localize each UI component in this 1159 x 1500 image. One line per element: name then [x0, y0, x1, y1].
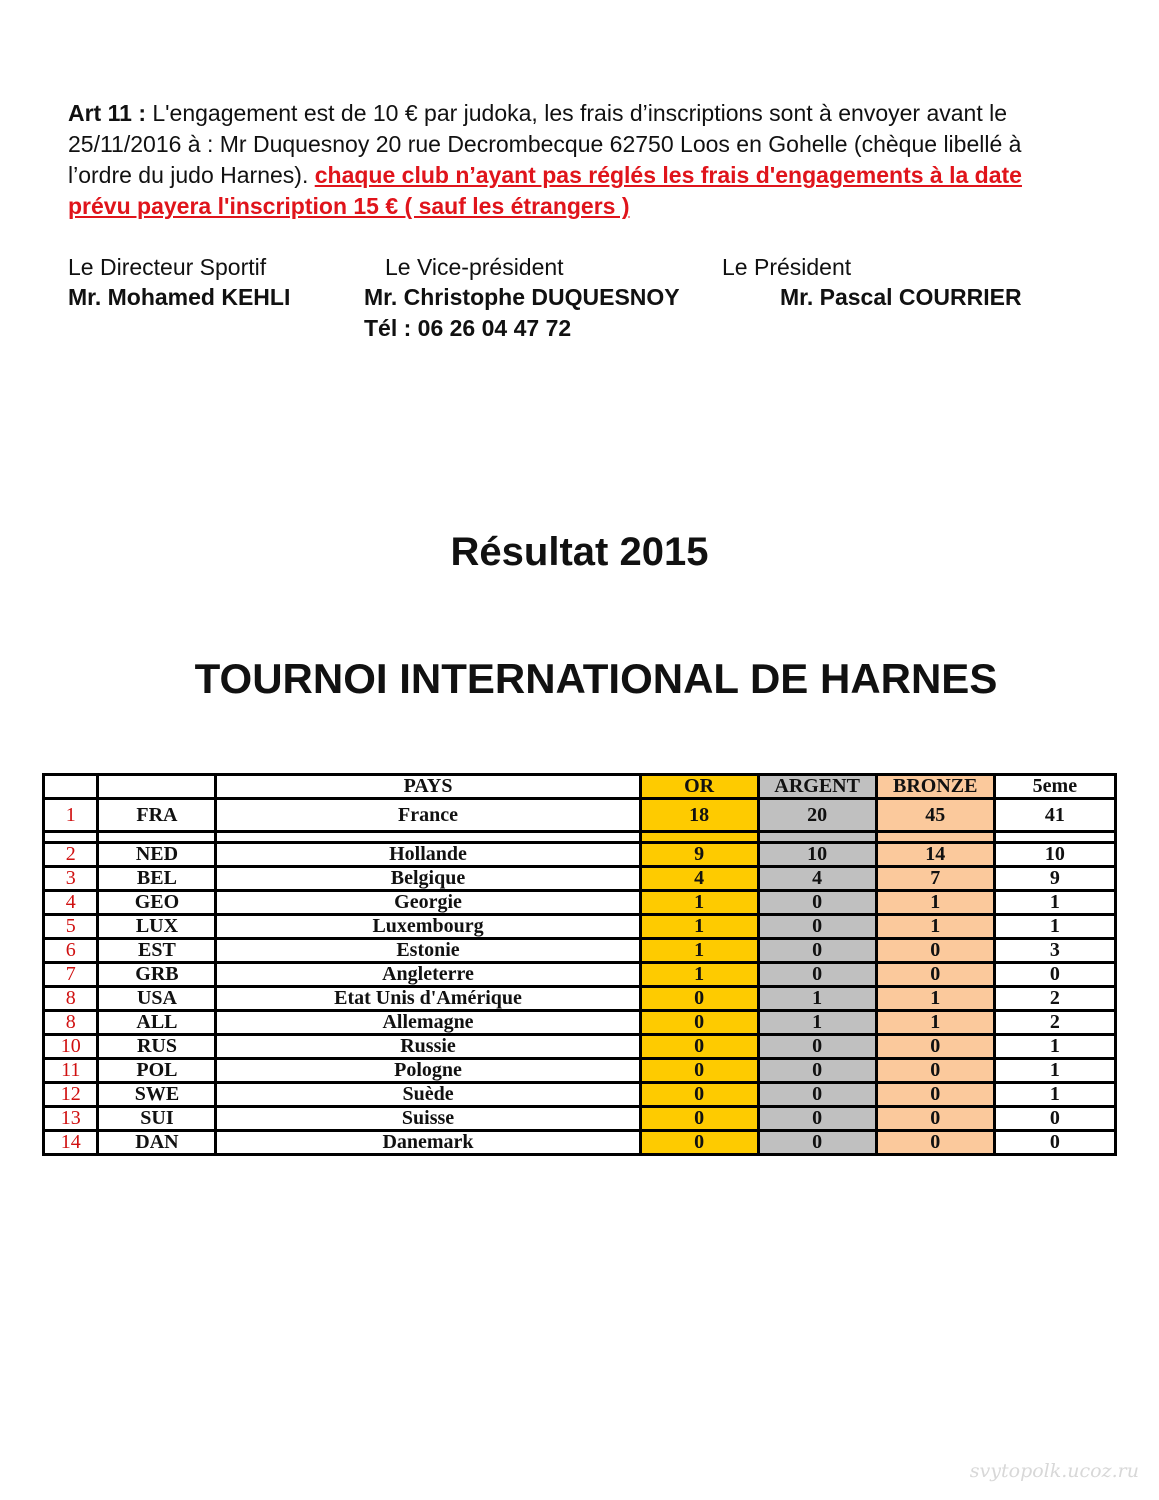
- cell-country: France: [216, 799, 640, 832]
- cell-or: 4: [640, 867, 758, 891]
- cell-or: 9: [640, 843, 758, 867]
- article-text: L'engagement est de 10 € par judoka, les frais d’inscriptions sont à envoyer avant le 25/11/2016 à : Mr Duquesnoy 20 rue Decrombecque 62750 Loos en Gohelle (chèque libellé à l’ordre du judo Harnes).: [68, 100, 1022, 188]
- header-rank: [44, 775, 98, 799]
- cell-argent: 4: [758, 867, 876, 891]
- cell-5eme: 1: [994, 1059, 1115, 1083]
- cell-country: Angleterre: [216, 963, 640, 987]
- cell-or: 0: [640, 1131, 758, 1155]
- cell-country: Etat Unis d'Amérique: [216, 987, 640, 1011]
- cell-rank: 6: [44, 939, 98, 963]
- cell-5eme: 2: [994, 987, 1115, 1011]
- cell-5eme: 3: [994, 939, 1115, 963]
- cell-bronze: 45: [876, 799, 994, 832]
- cell-bronze: 14: [876, 843, 994, 867]
- article-label: Art 11 :: [68, 100, 146, 126]
- cell-or: 0: [640, 987, 758, 1011]
- cell-or: 0: [640, 1107, 758, 1131]
- cell-5eme: 1: [994, 891, 1115, 915]
- cell-5eme: 1: [994, 915, 1115, 939]
- cell-or: 1: [640, 891, 758, 915]
- cell-code: BEL: [98, 867, 216, 891]
- spacer-cell: [994, 832, 1115, 843]
- cell-code: NED: [98, 843, 216, 867]
- cell-or: 18: [640, 799, 758, 832]
- table-row: [44, 1059, 1116, 1083]
- cell-country: Belgique: [216, 867, 640, 891]
- table-row: [44, 939, 1116, 963]
- cell-or: 0: [640, 1011, 758, 1035]
- results-table: [42, 773, 1117, 1156]
- cell-argent: 0: [758, 939, 876, 963]
- table-row: [44, 1107, 1116, 1131]
- cell-rank: 2: [44, 843, 98, 867]
- cell-argent: 0: [758, 915, 876, 939]
- tournament-title: TOURNOI INTERNATIONAL DE HARNES: [194, 655, 998, 702]
- cell-argent: 20: [758, 799, 876, 832]
- cell-argent: 0: [758, 891, 876, 915]
- table-row: [44, 843, 1116, 867]
- cell-bronze: 0: [876, 1059, 994, 1083]
- table-row: [44, 915, 1116, 939]
- cell-or: 1: [640, 963, 758, 987]
- cell-bronze: 1: [876, 1011, 994, 1035]
- spacer-cell: [640, 832, 758, 843]
- cell-5eme: 0: [994, 963, 1115, 987]
- cell-or: 0: [640, 1035, 758, 1059]
- header-5eme: 5eme: [994, 775, 1115, 799]
- name-director: Mr. Mohamed KEHLI: [68, 284, 291, 310]
- cell-argent: 0: [758, 963, 876, 987]
- role-director: Le Directeur Sportif: [68, 254, 267, 280]
- role-president: Le Président: [722, 254, 852, 280]
- spacer-cell: [876, 832, 994, 843]
- table-header-row: [44, 775, 1116, 799]
- cell-country: Luxembourg: [216, 915, 640, 939]
- cell-code: USA: [98, 987, 216, 1011]
- cell-bronze: 0: [876, 1083, 994, 1107]
- cell-country: Russie: [216, 1035, 640, 1059]
- cell-rank: 7: [44, 963, 98, 987]
- cell-code: RUS: [98, 1035, 216, 1059]
- table-row: [44, 891, 1116, 915]
- name-vice-president: Mr. Christophe DUQUESNOY: [364, 284, 680, 310]
- watermark: svytopolk.ucoz.ru: [969, 1460, 1139, 1482]
- cell-code: DAN: [98, 1131, 216, 1155]
- cell-argent: 0: [758, 1059, 876, 1083]
- cell-5eme: 2: [994, 1011, 1115, 1035]
- header-code: [98, 775, 216, 799]
- table-row: [44, 867, 1116, 891]
- cell-code: EST: [98, 939, 216, 963]
- cell-5eme: 10: [994, 843, 1115, 867]
- table-row: [44, 1083, 1116, 1107]
- cell-rank: 1: [44, 799, 98, 832]
- cell-rank: 4: [44, 891, 98, 915]
- cell-rank: 3: [44, 867, 98, 891]
- cell-rank: 12: [44, 1083, 98, 1107]
- table-row: [44, 1035, 1116, 1059]
- cell-or: 1: [640, 915, 758, 939]
- cell-country: Danemark: [216, 1131, 640, 1155]
- cell-argent: 10: [758, 843, 876, 867]
- cell-country: Pologne: [216, 1059, 640, 1083]
- spacer-cell: [98, 832, 216, 843]
- table-row: [44, 799, 1116, 832]
- cell-code: LUX: [98, 915, 216, 939]
- cell-code: GRB: [98, 963, 216, 987]
- cell-country: Suède: [216, 1083, 640, 1107]
- cell-argent: 1: [758, 1011, 876, 1035]
- cell-argent: 0: [758, 1107, 876, 1131]
- cell-bronze: 1: [876, 915, 994, 939]
- spacer-cell: [44, 832, 98, 843]
- spacer-cell: [216, 832, 640, 843]
- vice-president-phone: Tél : 06 26 04 47 72: [364, 315, 572, 341]
- cell-bronze: 0: [876, 963, 994, 987]
- cell-or: 1: [640, 939, 758, 963]
- table-row: [44, 1011, 1116, 1035]
- cell-argent: 0: [758, 1035, 876, 1059]
- cell-code: ALL: [98, 1011, 216, 1035]
- cell-code: POL: [98, 1059, 216, 1083]
- cell-argent: 1: [758, 987, 876, 1011]
- cell-country: Estonie: [216, 939, 640, 963]
- cell-argent: 0: [758, 1131, 876, 1155]
- cell-rank: 10: [44, 1035, 98, 1059]
- cell-bronze: 0: [876, 1131, 994, 1155]
- cell-country: Georgie: [216, 891, 640, 915]
- cell-argent: 0: [758, 1083, 876, 1107]
- cell-rank: 11: [44, 1059, 98, 1083]
- cell-bronze: 1: [876, 987, 994, 1011]
- cell-5eme: 41: [994, 799, 1115, 832]
- spacer-cell: [758, 832, 876, 843]
- header-country: PAYS: [216, 775, 640, 799]
- cell-bronze: 0: [876, 1035, 994, 1059]
- cell-5eme: 9: [994, 867, 1115, 891]
- table-row: [44, 963, 1116, 987]
- cell-rank: 14: [44, 1131, 98, 1155]
- cell-code: SWE: [98, 1083, 216, 1107]
- cell-or: 0: [640, 1083, 758, 1107]
- cell-5eme: 0: [994, 1131, 1115, 1155]
- cell-rank: 8: [44, 987, 98, 1011]
- cell-code: GEO: [98, 891, 216, 915]
- cell-country: Allemagne: [216, 1011, 640, 1035]
- cell-country: Hollande: [216, 843, 640, 867]
- cell-bronze: 7: [876, 867, 994, 891]
- name-president: Mr. Pascal COURRIER: [780, 284, 1022, 310]
- article-warning: chaque club n’ayant pas réglés les frais d'engagements à la date prévu payera l'inscription 15 € ( sauf les étrangers ): [68, 162, 1022, 219]
- role-vice-president: Le Vice-président: [385, 254, 564, 280]
- table-row: [44, 1131, 1116, 1155]
- cell-country: Suisse: [216, 1107, 640, 1131]
- cell-rank: 8: [44, 1011, 98, 1035]
- table-spacer-row: [44, 832, 1116, 843]
- cell-or: 0: [640, 1059, 758, 1083]
- cell-rank: 13: [44, 1107, 98, 1131]
- cell-code: FRA: [98, 799, 216, 832]
- cell-bronze: 0: [876, 1107, 994, 1131]
- cell-code: SUI: [98, 1107, 216, 1131]
- cell-5eme: 1: [994, 1035, 1115, 1059]
- article-11: [68, 98, 1088, 222]
- header-bronze: BRONZE: [876, 775, 994, 799]
- header-argent: ARGENT: [758, 775, 876, 799]
- header-or: OR: [640, 775, 758, 799]
- cell-5eme: 0: [994, 1107, 1115, 1131]
- cell-5eme: 1: [994, 1083, 1115, 1107]
- cell-bronze: 1: [876, 891, 994, 915]
- cell-rank: 5: [44, 915, 98, 939]
- result-title: Résultat 2015: [450, 530, 709, 574]
- cell-bronze: 0: [876, 939, 994, 963]
- table-row: [44, 987, 1116, 1011]
